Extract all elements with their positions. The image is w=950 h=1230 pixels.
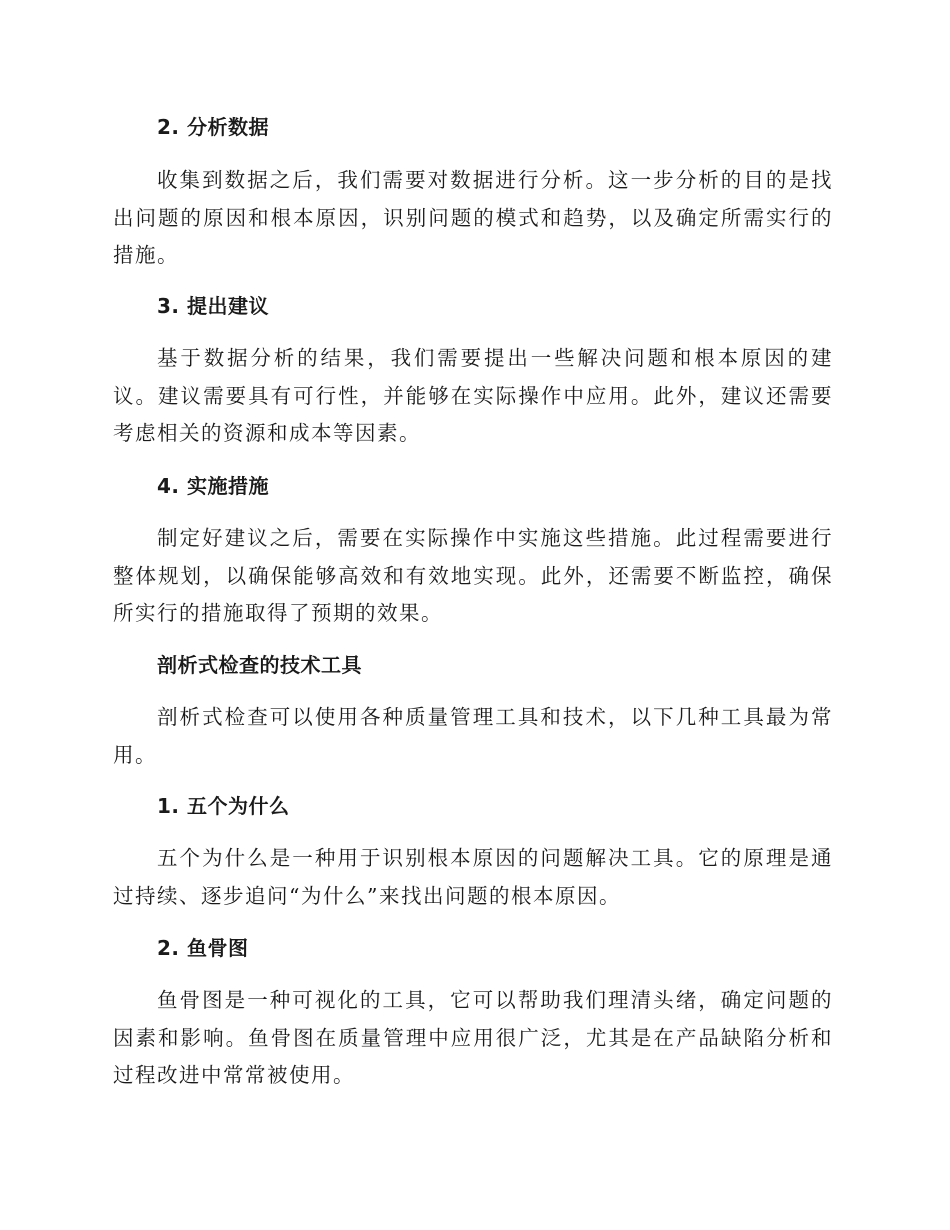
paragraph-implement: 制定好建议之后，需要在实际操作中实施这些措施。此过程需要进行整体规划，以确保能够高效和有效地实现。此外，还需要不断监控，确保所实行的措施取得了预期的效果。 (113, 526, 833, 625)
paragraph-analyze-data: 收集到数据之后，我们需要对数据进行分析。这一步分析的目的是找出问题的原因和根本原因，识别问题的模式和趋势，以及确定所需实行的措施。 (113, 168, 833, 267)
section-heading-fishbone: 2. 鱼骨图 (157, 936, 249, 960)
section-heading-implement: 4. 实施措施 (157, 474, 269, 498)
paragraph-fishbone: 鱼骨图是一种可视化的工具，它可以帮助我们理清头绪，确定问题的因素和影响。鱼骨图在质量管理中应用很广泛，尤其是在产品缺陷分析和过程改进中常常被使用。 (113, 988, 833, 1087)
paragraph-propose: 基于数据分析的结果，我们需要提出一些解决问题和根本原因的建议。建议需要具有可行性，并能够在实际操作中应用。此外，建议还需要考虑相关的资源和成本等因素。 (113, 346, 833, 445)
section-heading-propose: 3. 提出建议 (157, 294, 269, 318)
paragraph-tools: 剖析式检查可以使用各种质量管理工具和技术，以下几种工具最为常用。 (113, 705, 833, 767)
section-heading-tools: 剖析式检查的技术工具 (157, 653, 362, 677)
section-heading-analyze-data: 2. 分析数据 (157, 115, 269, 139)
section-heading-five-whys: 1. 五个为什么 (157, 794, 290, 818)
paragraph-five-whys: 五个为什么是一种用于识别根本原因的问题解决工具。它的原理是通过持续、逐步追问“为什么”来找出问题的根本原因。 (113, 846, 833, 908)
